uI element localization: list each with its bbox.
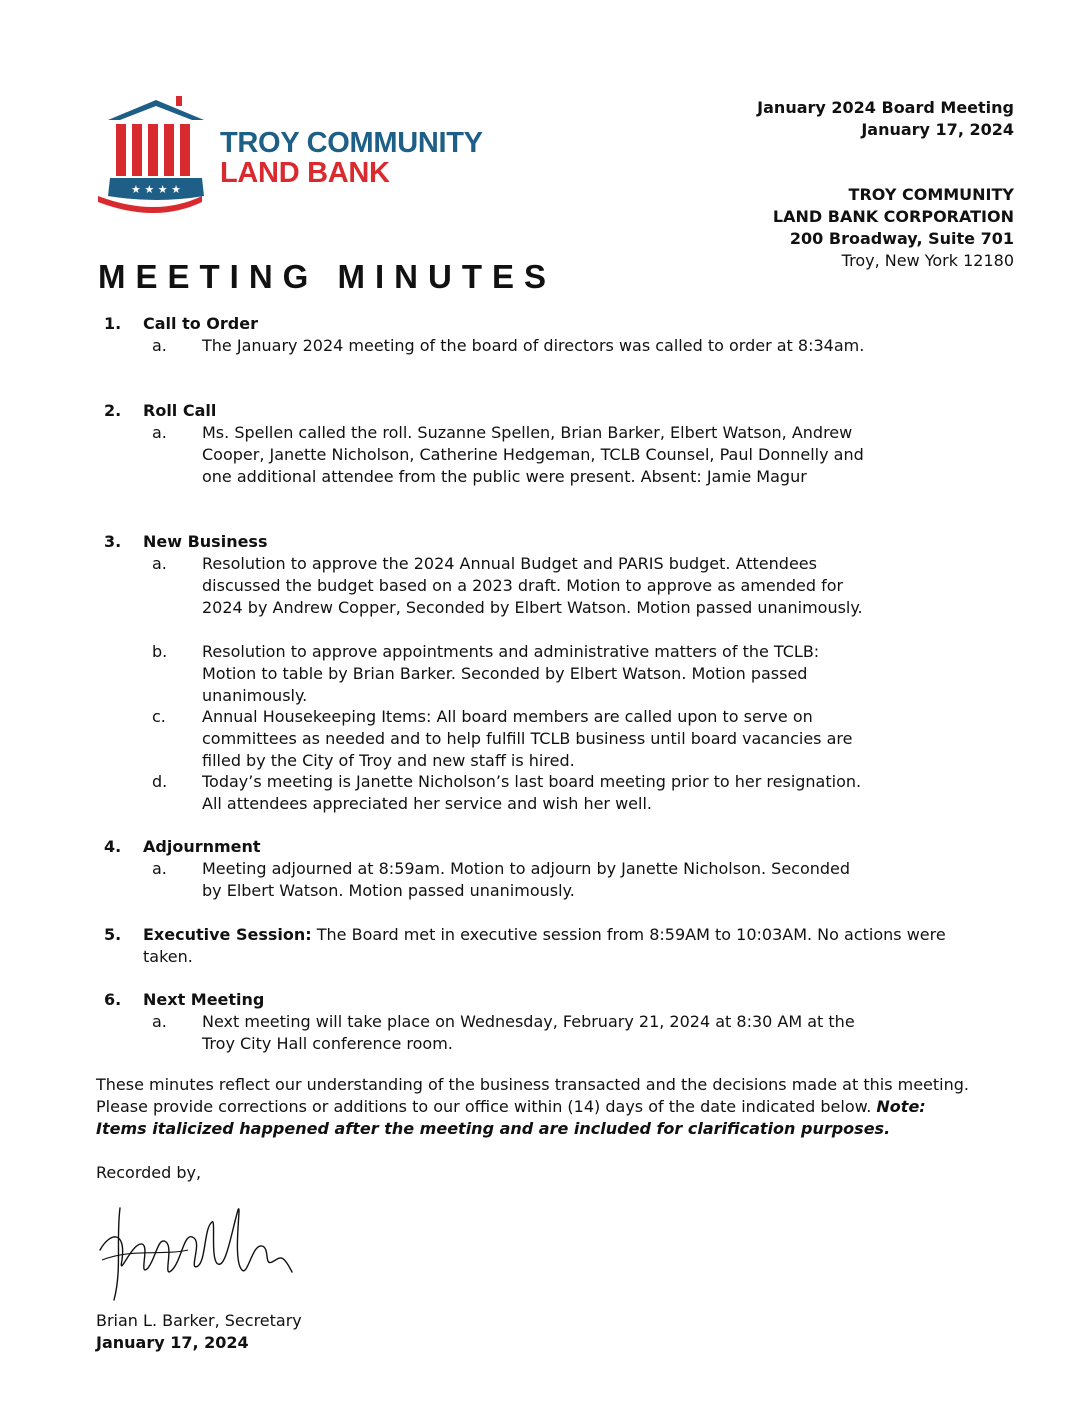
- organization-address: [773, 184, 1014, 272]
- closing-note: Note: Items italicized happened after the meeting and are included for clarification purposes.: [96, 1097, 926, 1138]
- item-text: Today’s meeting is Janette Nicholson’s last board meeting prior to her resignation. All attendees appreciated her service and wish her well.: [202, 772, 862, 813]
- section-heading: Call to Order: [143, 314, 258, 333]
- address-line-1: 200 Broadway, Suite 701: [789, 229, 1014, 248]
- section-number: 6.: [104, 990, 122, 1009]
- item-text: Annual Housekeeping Items: All board members are called upon to serve on committees as needed and to help fulfill TCLB business until board vacancies are filled by the City of Troy and new staff is hired.: [202, 707, 853, 770]
- logo-wordmark: [220, 128, 483, 188]
- item-text: Ms. Spellen called the roll. Suzanne Spellen, Brian Barker, Elbert Watson, Andrew Cooper, Janette Nicholson, Catherine Hedgeman, TCLB Counsel, Paul Donnelly and one additional attendee from the public were present. Absent: Jamie Magur: [202, 423, 864, 486]
- section-text: The Board met in executive session from 8:59AM to 10:03AM. No actions were taken.: [143, 925, 946, 966]
- item-letter: a.: [152, 423, 167, 442]
- org-line-1: TROY COMMUNITY: [848, 185, 1014, 204]
- section-number: 1.: [104, 314, 122, 333]
- signature-date: January 17, 2024: [96, 1333, 249, 1352]
- address-line-2: Troy, New York 12180: [841, 251, 1014, 270]
- section-inline-paragraph: [143, 924, 973, 968]
- item-letter: d.: [152, 772, 168, 791]
- meeting-header: [757, 97, 1014, 141]
- page-title: MEETING MINUTES: [98, 258, 557, 295]
- item-text: Resolution to approve the 2024 Annual Budget and PARIS budget. Attendees discussed the budget based on a 2023 draft. Motion to approve as amended for 2024 by Andrew Copper, Seconded by Elbert Watson. Motion passed unanimously.: [202, 554, 863, 617]
- meeting-date: January 17, 2024: [861, 120, 1014, 139]
- svg-text:★ ★ ★ ★: ★ ★ ★ ★: [131, 183, 181, 196]
- item-text: Resolution to approve appointments and administrative matters of the TCLB: Motion to table by Brian Barker. Seconded by Elbert Watson. Motion passed unanimously.: [202, 642, 820, 705]
- item-letter: a.: [152, 554, 167, 573]
- meeting-title: January 2024 Board Meeting: [757, 98, 1014, 117]
- section-heading: Roll Call: [143, 401, 217, 420]
- section-number: 2.: [104, 401, 122, 420]
- logo-line-1: TROY COMMUNITY: [220, 127, 483, 159]
- org-line-2: LAND BANK CORPORATION: [772, 207, 1014, 226]
- item-letter: a.: [152, 859, 167, 878]
- item-letter: a.: [152, 336, 167, 355]
- signer-name: Brian L. Barker, Secretary: [96, 1311, 302, 1330]
- closing-paragraph: [96, 1074, 976, 1140]
- section-number: 3.: [104, 532, 122, 551]
- section-heading: Executive Session:: [143, 925, 312, 944]
- recorded-by: Recorded by,: [96, 1163, 202, 1182]
- section-heading: New Business: [143, 532, 268, 551]
- closing-text: These minutes reflect our understanding of the business transacted and the decisions made at this meeting. Please provide corrections or additions to our office within (14) days of the date indicated below.: [96, 1075, 969, 1116]
- section-heading: Adjournment: [143, 837, 261, 856]
- item-text: Next meeting will take place on Wednesday, February 21, 2024 at 8:30 AM at the Troy City Hall conference room.: [202, 1012, 855, 1053]
- item-text: Meeting adjourned at 8:59am. Motion to adjourn by Janette Nicholson. Seconded by Elbert Watson. Motion passed unanimously.: [202, 859, 851, 900]
- logo-line-2: LAND BANK: [220, 157, 390, 189]
- item-text: The January 2024 meeting of the board of directors was called to order at 8:34am.: [202, 336, 865, 355]
- section-number: 4.: [104, 837, 122, 856]
- section-heading: Next Meeting: [143, 990, 265, 1009]
- signature: [92, 1200, 302, 1305]
- item-letter: b.: [152, 642, 168, 661]
- section-number: 5.: [104, 925, 122, 944]
- item-letter: a.: [152, 1012, 167, 1031]
- item-letter: c.: [152, 707, 166, 726]
